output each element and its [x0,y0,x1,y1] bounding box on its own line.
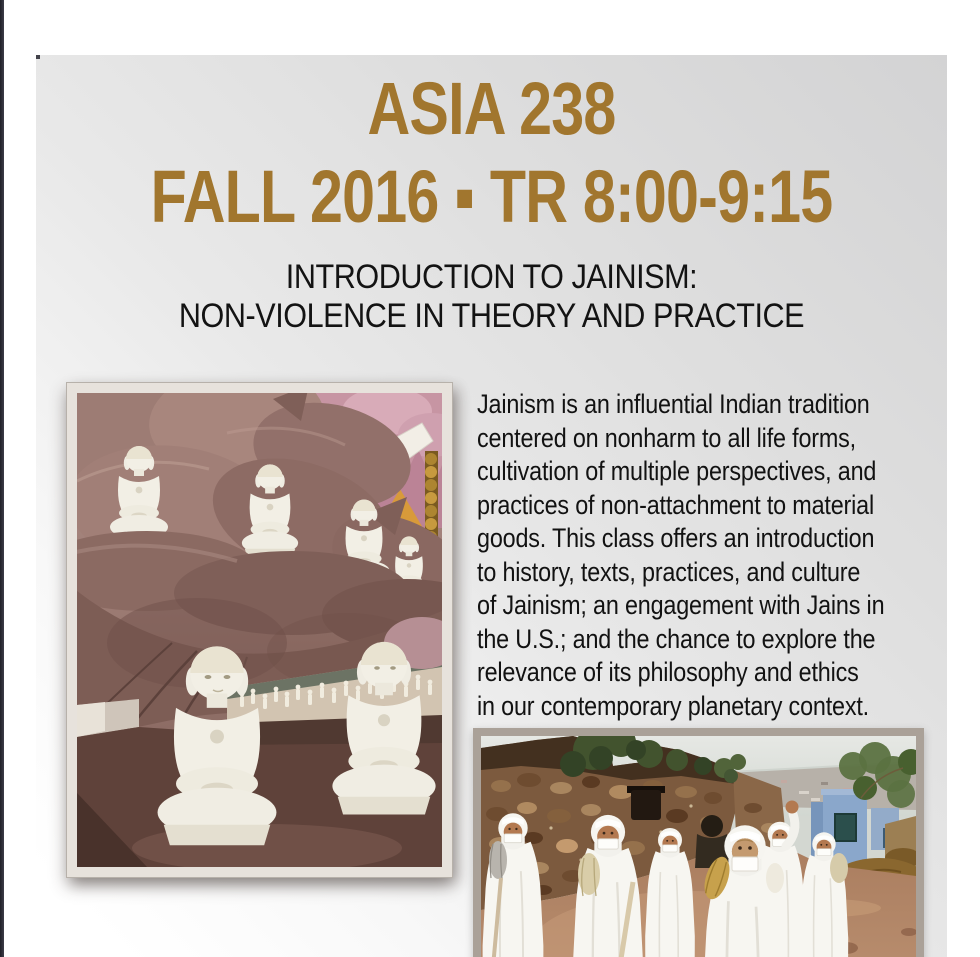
slide-corner-mark [36,55,40,59]
description-line: goods. This class offers an introduction [477,523,875,553]
window-edge-stripe [0,0,4,957]
statues-photo-illustration [77,393,442,867]
description-line: of Jainism; an engagement with Jains in [477,590,885,620]
white-whisk [766,863,784,893]
description-line: the U.S.; and the chance to explore the [477,623,876,654]
nuns-photo-illustration [481,736,916,957]
course-code: ASIA 238 [367,67,616,150]
description-line: Jainism is an influential Indian tradition [477,389,870,419]
nuns-photo [473,728,924,957]
course-subtitle-line1: INTRODUCTION TO JAINISM: [285,258,698,296]
waving-hand [786,801,799,814]
description-line: to history, texts, practices, and culture [477,556,861,587]
course-term-schedule: FALL 2016 ▪ TR 8:00-9:15 [150,155,833,238]
description-line: in our contemporary planetary context. [477,690,869,721]
course-flyer-slide [36,55,947,957]
course-subtitle-line2: NON-VIOLENCE IN THEORY AND PRACTICE [178,297,805,335]
description-line: relevance of its philosophy and ethics [477,657,859,687]
description-line: cultivation of multiple perspectives, and [477,456,877,486]
description-line: practices of non-attachment to material [477,489,874,520]
course-description [477,388,884,723]
description-line: centered on nonharm to all life forms, [477,422,856,453]
statues-photo [67,383,452,877]
course-subtitle [36,258,947,336]
course-title [36,65,947,241]
whisk-right [830,853,848,883]
